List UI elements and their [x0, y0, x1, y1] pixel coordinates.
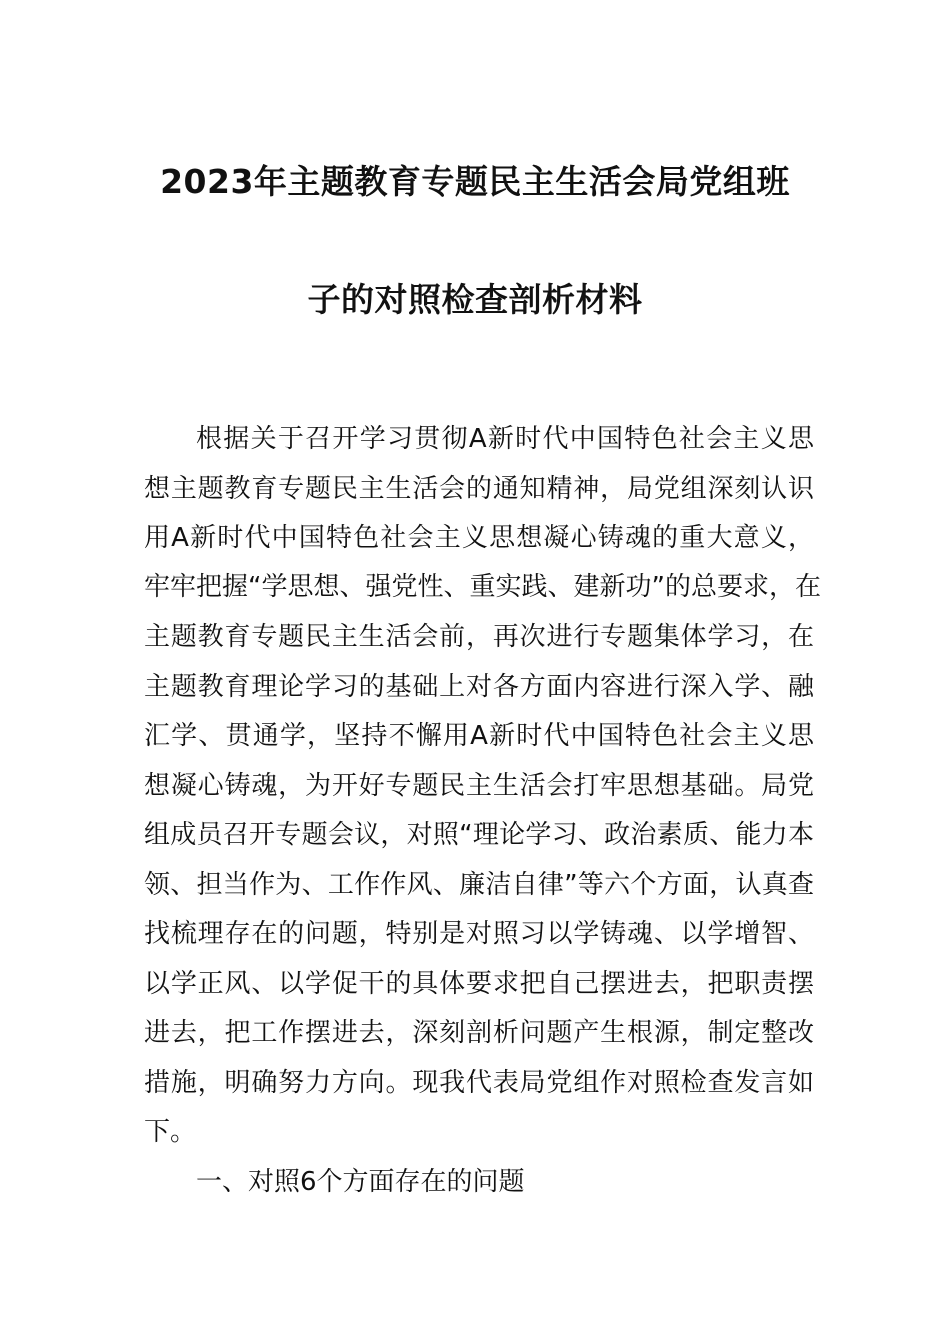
paragraph-line: 进去，把工作摆进去，深刻剖析问题产生根源，制定整改: [144, 1018, 814, 1048]
paragraph-line: 根据关于召开学习贯彻A新时代中国特色社会主义思: [196, 424, 814, 454]
paragraph-line: 措施，明确努力方向。现我代表局党组作对照检查发言如: [144, 1068, 814, 1098]
paragraph-line: 牢牢把握“学思想、强党性、重实践、建新功”的总要求，在: [144, 572, 821, 602]
paragraph-line: 想凝心铸魂，为开好专题民主生活会打牢思想基础。局党: [144, 771, 814, 801]
paragraph-line: 组成员召开专题会议，对照“理论学习、政治素质、能力本: [144, 820, 814, 850]
paragraph-line: 主题教育专题民主生活会前，再次进行专题集体学习，在: [144, 622, 814, 652]
document-title-line-2: 子的对照检查剖析材料: [307, 280, 643, 319]
paragraph-line: 找梳理存在的问题，特别是对照习以学铸魂、以学增智、: [144, 919, 814, 949]
section-heading: 一、对照6个方面存在的问题: [196, 1167, 525, 1197]
paragraph-line: 用A新时代中国特色社会主义思想凝心铸魂的重大意义，: [144, 523, 814, 553]
paragraph-line: 汇学、贯通学，坚持不懈用A新时代中国特色社会主义思: [144, 721, 814, 751]
document-title-line-1: 2023年主题教育专题民主生活会局党组班: [160, 162, 790, 201]
paragraph-line: 领、担当作为、工作作风、廉洁自律”等六个方面，认真查: [144, 870, 814, 900]
paragraph-line: 以学正风、以学促干的具体要求把自己摆进去，把职责摆: [144, 969, 814, 999]
paragraph-line-last: 下。: [144, 1117, 197, 1147]
paragraph-line: 想主题教育专题民主生活会的通知精神，局党组深刻认识: [144, 474, 814, 504]
paragraph-line: 主题教育理论学习的基础上对各方面内容进行深入学、融: [144, 672, 814, 702]
